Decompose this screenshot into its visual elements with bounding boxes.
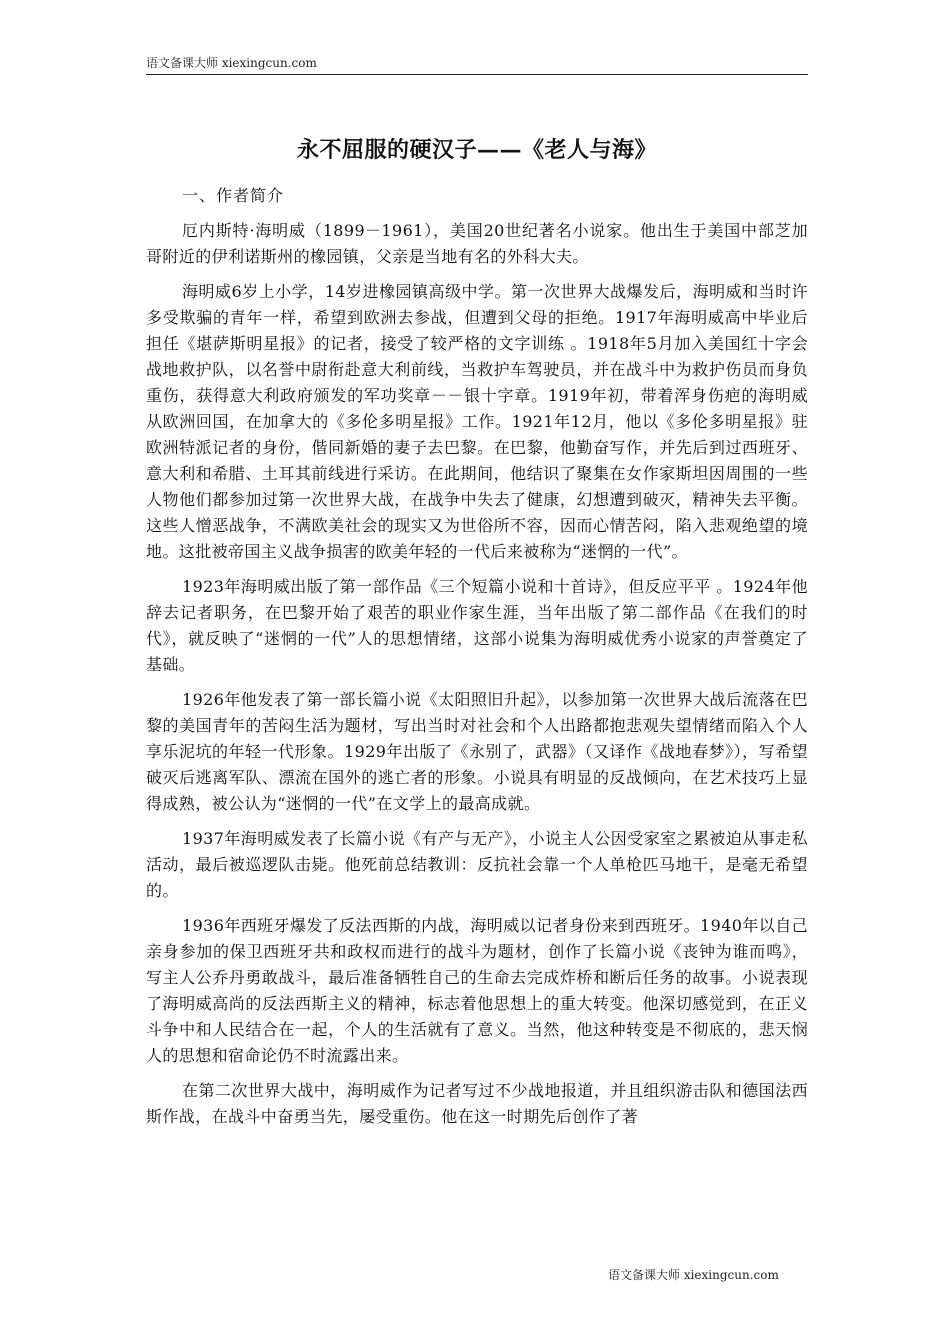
paragraph-1: 厄内斯特·海明威（1899－1961），美国20世纪著名小说家。他出生于美国中部芝加哥附近的伊利诺斯州的橡园镇，父亲是当地有名的外科大夫。 [146,221,808,266]
paragraph-4: 1926年他发表了第一部长篇小说《太阳照旧升起》，以参加第一次世界大战后流落在巴黎的美国青年的苦闷生活为题材，写出当时对社会和个人出路都抱悲观失望情绪而陷入个人享乐泥坑的年轻一代形象。1929年出版了《永别了，武器》（又译作《战地春梦》），写希望破灭后逃离军队、漂流在国外的逃亡者的形象。小说具有明显的反战倾向，在艺术技巧上显得成熟，被公认为“迷惘的一代”在文学上的最高成就。 [146,690,808,813]
paragraph-3: 1923年海明威出版了第一部作品《三个短篇小说和十首诗》，但反应平平 。1924年他辞去记者职务，在巴黎开始了艰苦的职业作家生涯，当年出版了第二部作品《在我们的时代》，就反映了“迷惘的一代”人的思想情绪，这部小说集为海明威优秀小说家的声誉奠定了基础。 [146,577,808,674]
page-header [146,56,808,75]
paragraph-5: 1937年海明威发表了长篇小说《有产与无产》，小说主人公因受家室之累被迫从事走私活动，最后被巡逻队击毙。他死前总结教训：反抗社会靠一个人单枪匹马地干，是毫无希望的。 [146,829,808,900]
header-site-label: 语文备课大师 xiexingcun.com [146,56,317,70]
paragraph-7: 在第二次世界大战中，海明威作为记者写过不少战地报道，并且组织游击队和德国法西斯作战，在战斗中奋勇当先，屡受重伤。他在这一时期先后创作了著 [146,1081,808,1126]
document-title: 永不屈服的硬汉子——《老人与海》 [296,137,657,163]
paragraph-2: 海明威6岁上小学，14岁进橡园镇高级中学。第一次世界大战爆发后，海明威和当时许多受欺骗的青年一样，希望到欧洲去参战，但遭到父母的拒绝。1917年海明威高中毕业后担任《堪萨斯明星报》的记者，接受了较严格的文字训练 。1918年5月加入美国红十字会战地救护队，以名誉中尉衔赴意大利前线，当救护车驾驶员，并在战斗中为救护伤员而身负重伤，获得意大利政府颁发的军功奖章－－银十字章。1919年初，带着浑身伤疤的海明威从欧洲回国，在加拿大的《多伦多明星报》工作。1921年12月，他以《多伦多明星报》驻欧洲特派记者的身份，偕同新婚的妻子去巴黎。在巴黎，他勤奋写作，并先后到过西班牙、意大利和希腊、土耳其前线进行采访。在此期间，他结识了聚集在女作家斯坦因周围的一些人物他们都参加过第一次世界大战，在战争中失去了健康，幻想遭到破灭，精神失去平衡。这些人憎恶战争，不满欧美社会的现实又为世俗所不容，因而心情苦闷，陷入悲观绝望的境地。这批被帝国主义战争损害的欧美年轻的一代后来被称为“迷惘的一代”。 [146,282,808,561]
paragraph-6: 1936年西班牙爆发了反法西斯的内战，海明威以记者身份来到西班牙。1940年以自己亲身参加的保卫西班牙共和政权而进行的战斗为题材，创作了长篇小说《丧钟为谁而鸣》，写主人公乔丹勇敢战斗，最后准备牺牲自己的生命去完成炸桥和断后任务的故事。小说表现了海明威高尚的反法西斯主义的精神，标志着他思想上的重大转变。他深切感觉到，在正义斗争中和人民结合在一起，个人的生活就有了意义。当然，他这种转变是不彻底的，悲天悯人的思想和宿命论仍不时流露出来。 [146,916,808,1065]
section-heading: 一、作者简介 [182,186,285,205]
document-body [146,183,808,1139]
footer-site-label: 语文备课大师 xiexingcun.com [608,1268,779,1282]
